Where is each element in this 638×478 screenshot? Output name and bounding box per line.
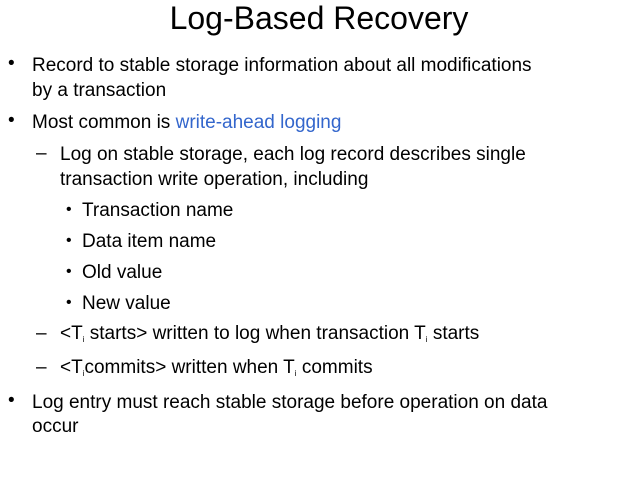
bullet-2-prefix: Most common is: [32, 112, 176, 133]
dash-3-part-1: <T: [60, 357, 83, 378]
dash-2-text: [60, 322, 479, 346]
dash-2-part-2: starts> written to log when transaction T: [84, 323, 426, 344]
sub-bullet-icon: •: [66, 294, 72, 311]
subscript-i: i: [425, 335, 428, 344]
dash-3-part-2: commits> written when T: [84, 357, 295, 378]
dash-1-line-2: transaction write operation, including: [60, 169, 369, 190]
bullet-icon: •: [8, 53, 15, 74]
bullet-3-line-1: Log entry must reach stable storage before operation on data: [32, 392, 548, 413]
dash-1-line-1: Log on stable storage, each log record describes single: [60, 144, 526, 165]
dash-2-part-1: <T: [60, 323, 83, 344]
slide-title: Log-Based Recovery: [169, 0, 469, 36]
dash-3-text: [60, 356, 373, 380]
bullet-1-line-2: by a transaction: [32, 80, 167, 101]
dash-2-part-3: starts: [427, 323, 480, 344]
bullet-icon: •: [8, 110, 15, 131]
dash-3-part-3: commits: [296, 357, 373, 378]
sub-item-old-value: Old value: [82, 262, 163, 283]
sub-item-new-value: New value: [82, 293, 171, 314]
sub-bullet-icon: •: [66, 232, 72, 249]
dash-icon: –: [36, 323, 47, 344]
subscript-i: i: [294, 369, 297, 378]
sub-bullet-icon: •: [66, 201, 72, 218]
bullet-2-text: [32, 111, 341, 135]
dash-icon: –: [36, 143, 47, 164]
sub-item-data-item-name: Data item name: [82, 231, 217, 252]
sub-item-transaction-name: Transaction name: [82, 200, 234, 221]
bullet-3-line-2: occur: [32, 416, 79, 437]
bullet-1-line-1: Record to stable storage information about all modifications: [32, 55, 532, 76]
sub-bullet-icon: •: [66, 263, 72, 280]
bullet-icon: •: [8, 390, 15, 411]
dash-icon: –: [36, 357, 47, 378]
write-ahead-logging-term: write-ahead logging: [175, 112, 342, 133]
subscript-i: i: [82, 369, 85, 378]
subscript-i: i: [82, 335, 85, 344]
